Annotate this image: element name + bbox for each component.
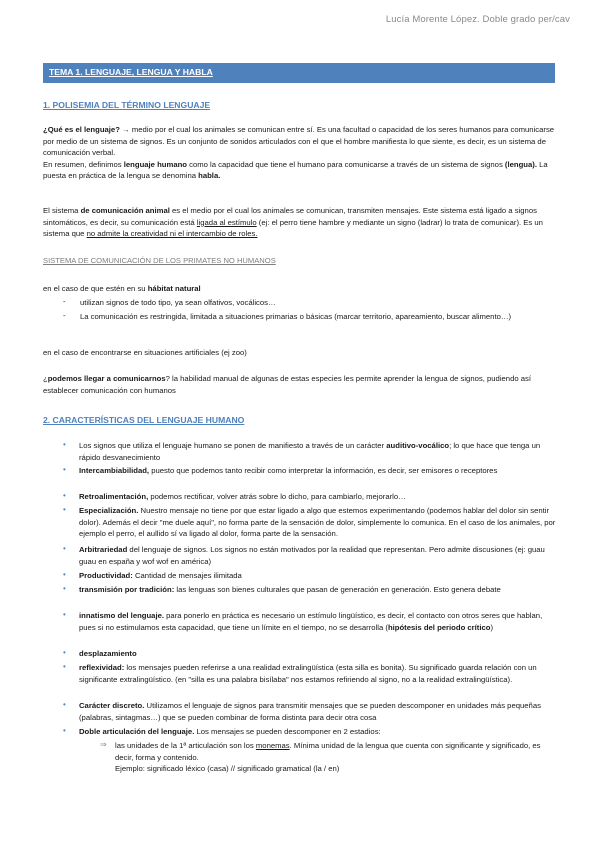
list-item: reflexividad: los mensajes pueden referirse a una realidad extralingüística (esta silla es bonita). Su significado guarda relación con un significante extralingüístico. (en "silla es una palabra bisílaba" nos estamos refiriendo al signo, no a la realidad extralingüística). — [79, 663, 537, 684]
list-item: Arbitrariedad del lenguaje de signos. Los signos no están motivados por la realidad que representan. Pero admite discusiones (ej: guau guau en españa y wof wof en américa) — [79, 545, 545, 566]
list-item: innatismo del lenguaje. para ponerlo en práctica es necesario un estímulo lingüístico, es decir, el contacto con otros seres que hablan, pues si no estimulamos esta capacidad, que tiene un límite en el tiempo, no se desarrolla (hipótesis del periodo crítico) — [79, 611, 543, 632]
can-communicate-paragraph: ¿podemos llegar a comunicarnos? la habilidad manual de algunas de estas especies les permite aprender la lengua de signos, pudiendo así establecer comunicación con humanos — [43, 374, 532, 395]
topic-banner — [43, 63, 555, 83]
bullet-marker: • — [63, 465, 66, 474]
arrow-icon: → — [122, 125, 130, 134]
natural-habitat-line: en el caso de que estén en su hábitat natural — [43, 284, 201, 293]
list-item: transmisión por tradición: las lenguas son bienes culturales que pasan de generación en generación. Esto genera debate — [79, 585, 501, 594]
topic-title: TEMA 1. LENGUAJE, LENGUA Y HABLA — [49, 67, 213, 77]
bullet-marker: • — [63, 610, 66, 619]
list-item: Retroalimentación, podemos rectificar, volver atrás sobre lo dicho, para cambiarlo, mejorarlo… — [79, 492, 406, 501]
arrow-right-icon: ⇒ — [100, 740, 107, 749]
bullet-marker: • — [63, 440, 66, 449]
question: ¿Qué es el lenguaje? — [43, 125, 120, 134]
bullet-marker: • — [63, 570, 66, 579]
dash-marker: - — [63, 297, 66, 306]
list-item: Carácter discreto. Utilizamos el lenguaje de signos para transmitir mensajes que se pueden descomponer en unidades más pequeñas (palabras, sintagmas…) que se pueden combinar de forma distinta para decir otra cosa — [79, 701, 541, 722]
running-header: Lucía Morente López. Doble grado per/cav — [385, 14, 570, 25]
bullet-marker: • — [63, 662, 66, 671]
bullet-marker: • — [63, 505, 66, 514]
bullet-marker: • — [63, 584, 66, 593]
bullet-marker: • — [63, 726, 66, 735]
definition-paragraph: ¿Qué es el lenguaje? → medio por el cual los animales se comunican entre sí. Es una facultad o capacidad de los seres humanos para comunicarse por medio de un sistema de signos. Es un conjunto de sonidos articulados con el que el hombre manifiesta lo que siente, es decir, es un sistema de comunicación verbal. En resumen, definimos lenguaje humano como la capacidad que tiene el humano para comunicarse a través de un sistema de signos (lengua). La puesta en práctica de la lengua se denomina habla. — [43, 125, 555, 180]
list-item: Doble articulación del lenguaje. Los mensajes se pueden descomponer en 2 estadios: — [79, 727, 381, 736]
dash-marker: - — [63, 311, 66, 320]
sub-list-item: las unidades de la 1ª articulación son los monemas. Mínima unidad de la lengua que cuenta con significante y significado, es decir, forma y contenido. Ejemplo: significado léxico (casa) // significado gramatical (la / en) — [115, 741, 541, 773]
bullet-marker: • — [63, 544, 66, 553]
list-item: Los signos que utiliza el lenguaje humano se ponen de manifiesto a través de un carácter auditivo-vocálico; lo que hace que tenga un rápido desvanecimiento — [79, 441, 541, 462]
list-item: Productividad: Cantidad de mensajes ilimitada — [79, 571, 242, 580]
dash-item: utilizan signos de todo tipo, ya sean olfativos, vocálicos… — [80, 298, 276, 307]
section-2-title: 2. CARACTERÍSTICAS DEL LENGUAJE HUMANO — [43, 415, 245, 425]
list-item: Especialización. Nuestro mensaje no tiene por que estar ligado a algo que estemos experimentando (podemos hablar del dolor sin sentir dolor). Además el decir "me duele aquí", no forma parte de la sensación de dolor, simplemente lo comunica. En el caso de los animales, por ejemplo el perro, el aullido sí va ligado al dolor, forma parte de la sensación. — [79, 506, 556, 538]
list-item: Intercambiabilidad, puesto que podemos tanto recibir como interpretar la información, es decir, ser emisores o receptores — [79, 466, 498, 475]
animal-communication-paragraph: El sistema de comunicación animal es el medio por el cual los animales se comunican, transmiten mensajes. Este sistema está ligado a signos sintomáticos, es decir, su comunicación está ligada al estímulo (ej: el perro tiene hambre y mediante un signo (ladrar) lo trata de comunicar). Es un sistema que no admite la creatividad ni el intercambio de roles. — [43, 206, 543, 238]
section-1-title: 1. POLISEMIA DEL TÉRMINO LENGUAJE — [43, 100, 211, 110]
bullet-marker: • — [63, 648, 66, 657]
dash-item: La comunicación es restringida, limitada a situaciones primarias o básicas (marcar territorio, apareamiento, buscar alimento…) — [80, 312, 512, 321]
bullet-marker: • — [63, 700, 66, 709]
primates-subheading: SISTEMA DE COMUNICACIÓN DE LOS PRIMATES NO HUMANOS — [43, 256, 276, 265]
bullet-marker: • — [63, 491, 66, 500]
artificial-situation-line: en el caso de encontrarse en situaciones artificiales (ej zoo) — [43, 348, 247, 357]
list-item: desplazamiento — [79, 649, 137, 658]
